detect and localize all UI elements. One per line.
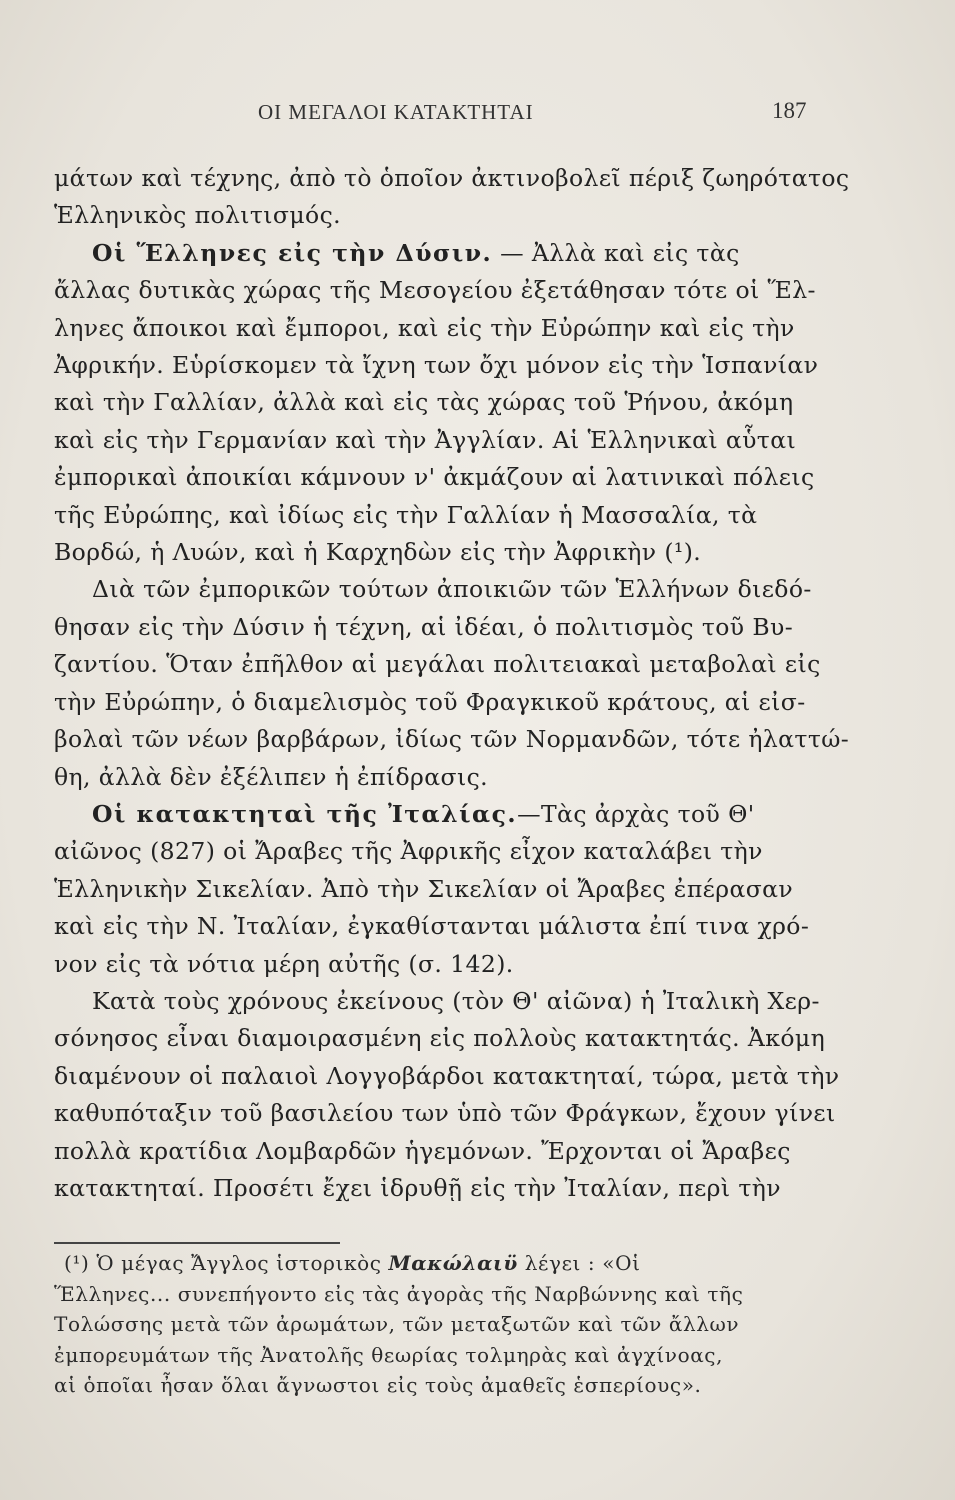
text-line: σόνησος εἶναι διαμοιρασμένη εἰς πολλοὺς κατακτητάς. Ἀκόμη bbox=[54, 1024, 826, 1053]
paragraph-4 bbox=[54, 796, 836, 983]
page-number: 187 bbox=[772, 98, 807, 123]
footnote-line: Τολώσσης μετὰ τῶν ἀρωμάτων, τῶν μεταξωτῶν καὶ τῶν ἄλλων bbox=[54, 1312, 740, 1336]
footnote-author: Μακώλαιϋ bbox=[388, 1251, 518, 1275]
footnote-line: Ἕλληνες... συνεπήγοντο εἰς τὰς ἀγορὰς τῆς Ναρβώννης καὶ τῆς bbox=[54, 1281, 744, 1306]
text-line: Ἑλληνικὴν Σικελίαν. Ἀπὸ τὴν Σικελίαν οἱ Ἄραβες ἐπέρασαν bbox=[54, 874, 794, 903]
footnote-marker: (¹) bbox=[64, 1251, 90, 1275]
text-line: ἄλλας δυτικὰς χώρας τῆς Μεσογείου ἐξετάθησαν τότε οἱ Ἕλ- bbox=[54, 276, 816, 305]
text-line: νον εἰς τὰ νότια μέρη αὐτῆς (σ. 142). bbox=[54, 949, 514, 978]
text-run: —Τὰς ἀρχὰς τοῦ Θ' bbox=[517, 799, 755, 828]
text-line: θη, ἀλλὰ δὲν ἐξέλιπεν ἡ ἐπίδρασις. bbox=[54, 762, 489, 791]
paragraph-5 bbox=[54, 983, 840, 1207]
text-line: καὶ εἰς τὴν Γερμανίαν καὶ τὴν Ἀγγλίαν. Αἱ Ἑλληνικαὶ αὗται bbox=[54, 425, 797, 454]
footnote-divider bbox=[54, 1242, 340, 1244]
text-line: καὶ τὴν Γαλλίαν, ἀλλὰ καὶ εἰς τὰς χώρας τοῦ Ῥήνου, ἀκόμη bbox=[54, 388, 794, 417]
text-line: βολαὶ τῶν νέων βαρβάρων, ἰδίως τῶν Νορμανδῶν, τότε ἠλαττώ- bbox=[54, 725, 850, 754]
text-line bbox=[54, 235, 836, 272]
text-line: καθυπόταξιν τοῦ βασιλείου των ὑπὸ τῶν Φράγκων, ἔχουν γίνει bbox=[54, 1099, 836, 1128]
text-line: ληνες ἄποικοι καὶ ἔμποροι, καὶ εἰς τὴν Εὐρώπην καὶ εἰς τὴν bbox=[54, 313, 795, 342]
text-run: — Ἀλλὰ καὶ εἰς τὰς bbox=[492, 238, 740, 267]
text-line: διαμένουν οἱ παλαιοὶ Λογγοβάρδοι κατακτηταί, τώρα, μετὰ τὴν bbox=[54, 1061, 840, 1090]
running-title: ΟΙ ΜΕΓΑΛΟΙ ΚΑΤΑΚΤΗΤΑΙ bbox=[258, 100, 534, 124]
footnote bbox=[54, 1248, 844, 1401]
text-line: τὴν Εὐρώπην, ὁ διαμελισμὸς τοῦ Φραγκικοῦ κράτους, αἱ εἰσ- bbox=[54, 687, 806, 716]
text-line: Διὰ τῶν ἐμπορικῶν τούτων ἀποικιῶν τῶν Ἑλλήνων διεδό- bbox=[92, 575, 812, 604]
text-line: καὶ εἰς τὴν Ν. Ἰταλίαν, ἐγκαθίστανται μάλιστα ἐπί τινα χρό- bbox=[54, 912, 810, 941]
text-line: τῆς Εὐρώπης, καὶ ἰδίως εἰς τὴν Γαλλίαν ἡ Μασσαλία, τὰ bbox=[54, 500, 758, 529]
text-line: μάτων καὶ τέχνης, ἀπὸ τὸ ὁποῖον ἀκτινοβολεῖ πέριξ ζωηρότατος bbox=[54, 164, 850, 192]
section-heading-west: Οἱ Ἕλληνες εἰς τὴν Δύσιν. bbox=[92, 238, 493, 267]
text-line: ζαντίου. Ὅταν ἐπῆλθον αἱ μεγάλαι πολιτειακαὶ μεταβολαὶ εἰς bbox=[54, 650, 821, 679]
text-run: Ὁ μέγας Ἄγγλος ἱστορικὸς bbox=[89, 1251, 389, 1275]
text-line: Ἑλληνικὸς πολιτισμός. bbox=[54, 201, 342, 230]
text-line: Ἀφρικήν. Εὑρίσκομεν τὰ ἴχνη των ὄχι μόνον εἰς τὴν Ἱσπανίαν bbox=[54, 351, 819, 380]
text-line: πολλὰ κρατίδια Λομβαρδῶν ἡγεμόνων. Ἔρχονται οἱ Ἄραβες bbox=[54, 1136, 791, 1165]
text-line: κατακτηταί. Προσέτι ἔχει ἱδρυθῇ εἰς τὴν Ἰταλίαν, περὶ τὴν bbox=[54, 1173, 781, 1202]
text-line bbox=[54, 796, 836, 833]
footnote-line: ἐμπορευμάτων τῆς Ἀνατολῆς θεωρίας τολμηρὰς καὶ ἀγχίνοας, bbox=[54, 1342, 724, 1367]
body-text bbox=[54, 160, 850, 1207]
text-run: λέγει : «Οἱ bbox=[517, 1251, 641, 1275]
section-heading-italy: Οἱ κατακτηταὶ τῆς Ἰταλίας. bbox=[92, 799, 518, 828]
text-line: Βορδώ, ἡ Λυών, καὶ ἡ Καρχηδὼν εἰς τὴν Ἀφρικὴν (¹). bbox=[54, 538, 702, 567]
text-line: θησαν εἰς τὴν Δύσιν ἡ τέχνη, αἱ ἰδέαι, ὁ πολιτισμὸς τοῦ Βυ- bbox=[54, 612, 794, 641]
paragraph-2 bbox=[54, 235, 836, 572]
text-line: Κατὰ τοὺς χρόνους ἐκείνους (τὸν Θ' αἰῶνα) ἡ Ἰταλικὴ Χερ- bbox=[92, 986, 820, 1015]
footnote-line: αἱ ὁποῖαι ἦσαν ὅλαι ἄγνωστοι εἰς τοὺς ἀμαθεῖς ἑσπερίους». bbox=[54, 1373, 702, 1397]
text-line: ἐμπορικαὶ ἀποικίαι κάμνουν ν' ἀκμάζουν αἱ λατινικαὶ πόλεις bbox=[54, 463, 815, 492]
paragraph-3 bbox=[54, 571, 850, 795]
paragraph-1 bbox=[54, 160, 850, 235]
footnote-line bbox=[54, 1248, 844, 1279]
text-line: αἰῶνος (827) οἱ Ἄραβες τῆς Ἀφρικῆς εἶχον καταλάβει τὴν bbox=[54, 837, 763, 866]
